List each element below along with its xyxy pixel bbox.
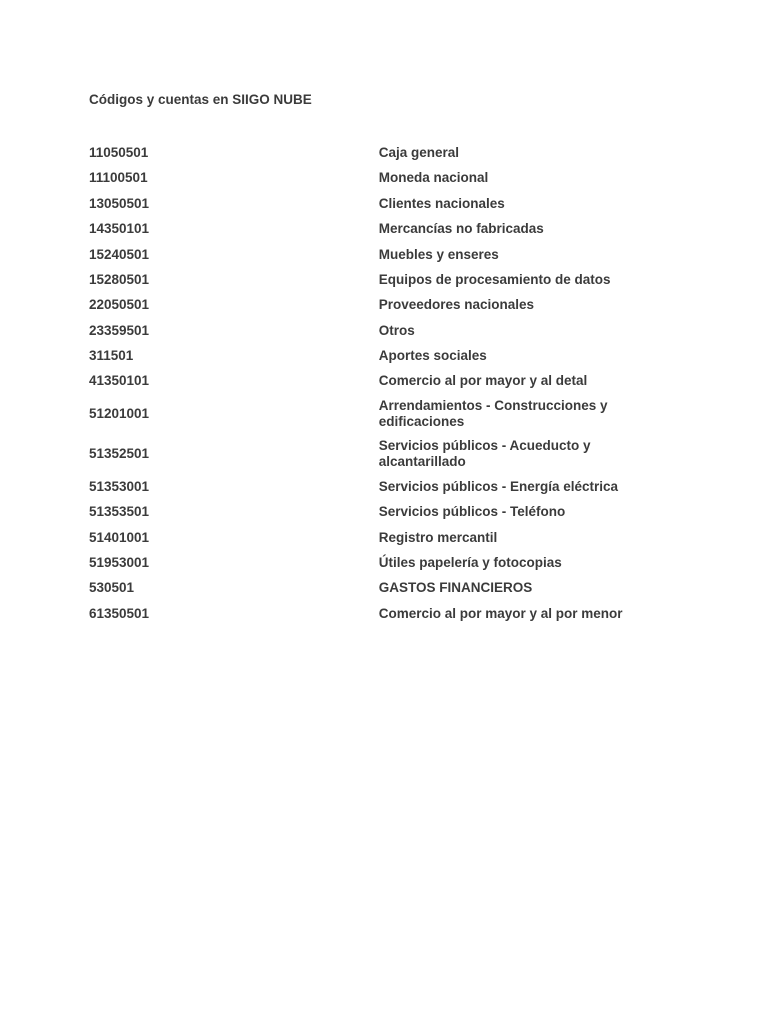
account-code: 14350101 [89, 221, 150, 237]
table-row [89, 140, 649, 165]
account-code: 51953001 [89, 555, 150, 571]
table-row [89, 191, 649, 216]
account-code: 311501 [89, 348, 134, 364]
account-name: Moneda nacional [378, 170, 489, 186]
account-name: Registro mercantil [378, 529, 498, 545]
accounts-table [89, 140, 649, 626]
account-code: 51401001 [89, 529, 150, 545]
account-name: Servicios públicos - Acueducto y alcantarillado [378, 438, 591, 469]
table-row [89, 601, 649, 626]
accounts-table-body [89, 140, 649, 626]
account-name: Caja general [378, 144, 460, 160]
table-row [89, 242, 649, 267]
account-name: Mercancías no fabricadas [378, 221, 544, 237]
table-row [89, 318, 649, 343]
table-row [89, 525, 649, 550]
account-name: Servicios públicos - Teléfono [378, 504, 566, 520]
account-code: 51353501 [89, 504, 150, 520]
account-code: 13050501 [89, 195, 150, 211]
account-code: 41350101 [89, 373, 150, 389]
table-row [89, 550, 649, 575]
account-code: 22050501 [89, 297, 150, 313]
account-name: Comercio al por mayor y al por menor [378, 605, 623, 621]
table-row [89, 292, 649, 317]
table-row [89, 394, 649, 434]
table-row [89, 575, 649, 600]
account-code: 11100501 [89, 170, 148, 186]
account-name: Útiles papelería y fotocopias [378, 555, 562, 571]
account-name: Servicios públicos - Energía eléctrica [378, 478, 619, 494]
account-name: Equipos de procesamiento de datos [378, 271, 611, 287]
account-code: 15280501 [89, 271, 150, 287]
account-name: Clientes nacionales [378, 195, 505, 211]
account-code: 51201001 [89, 406, 150, 422]
account-name: Proveedores nacionales [378, 297, 535, 313]
table-row [89, 267, 649, 292]
account-name: Muebles y enseres [378, 246, 499, 262]
account-code: 51353001 [89, 478, 150, 494]
account-code: 23359501 [89, 322, 150, 338]
account-code: 51352501 [89, 446, 150, 462]
table-row [89, 499, 649, 524]
account-name: Otros [378, 322, 415, 338]
document-title: Códigos y cuentas en SIIGO NUBE [89, 92, 312, 107]
account-name: GASTOS FINANCIEROS [378, 580, 533, 596]
table-row [89, 165, 649, 190]
account-code: 61350501 [89, 605, 150, 621]
account-code: 530501 [89, 580, 135, 596]
table-row [89, 434, 649, 474]
account-name: Aportes sociales [378, 348, 487, 364]
account-code: 15240501 [89, 246, 150, 262]
table-row [89, 216, 649, 241]
account-name: Comercio al por mayor y al detal [378, 373, 588, 389]
account-name: Arrendamientos - Construcciones y edificaciones [378, 398, 608, 429]
account-code: 11050501 [89, 144, 149, 160]
table-row [89, 343, 649, 368]
table-row [89, 474, 649, 499]
table-row [89, 369, 649, 394]
